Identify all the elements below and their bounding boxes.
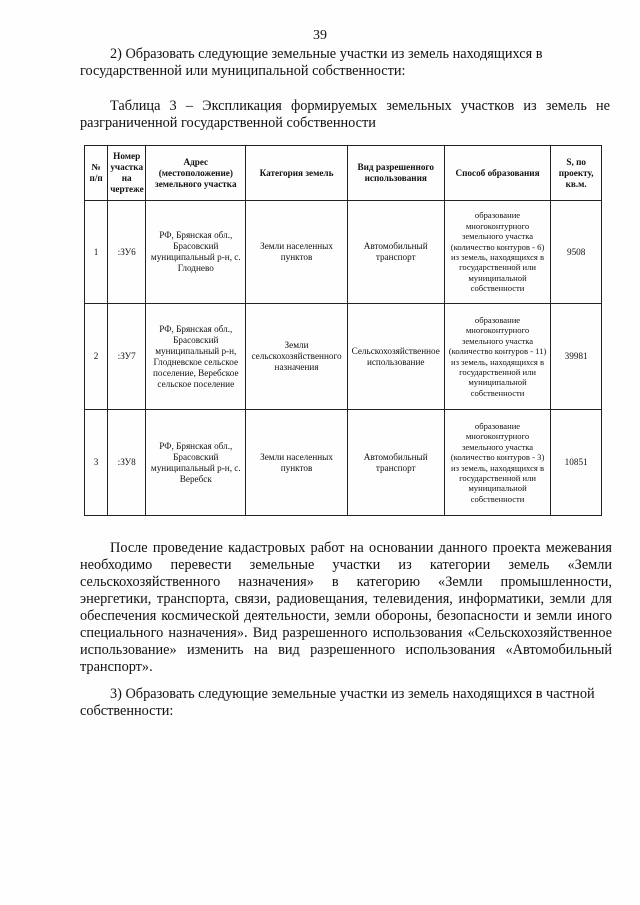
- header-use: Вид разрешенного использования: [347, 146, 444, 201]
- cell-use: Автомобильный транспорт: [347, 410, 444, 516]
- cell-area: 9508: [551, 201, 602, 304]
- cell-address: РФ, Брянская обл., Брасовский муниципальный р-н, с. Веребск: [146, 410, 246, 516]
- cell-address: РФ, Брянская обл., Брасовский муниципальный р-н, Глодневское сельское поселение, Веребское сельское поселение: [146, 304, 246, 410]
- section-intro: 2) Образовать следующие земельные участки из земель находящихся в государственной или муниципальной собственности:: [80, 46, 543, 79]
- cell-use: Автомобильный транспорт: [347, 201, 444, 304]
- cell-use: Сельскохозяйственное использование: [347, 304, 444, 410]
- cell-plot: :ЗУ8: [108, 410, 146, 516]
- table-header-row: [85, 146, 602, 201]
- header-address: Адрес (местоположение) земельного участка: [146, 146, 246, 201]
- next-section-intro: 3) Образовать следующие земельные участки из земель находящихся в частной собственности:: [80, 686, 595, 719]
- header-category: Категория земель: [246, 146, 347, 201]
- cell-category: Земли сельскохозяйственного назначения: [246, 304, 347, 410]
- cell-area: 10851: [551, 410, 602, 516]
- header-method: Способ образования: [444, 146, 551, 201]
- cell-method: образование многоконтурного земельного участка (количество контуров - 11) из земель, находящихся в государственной или муниципальной собственности: [444, 304, 551, 410]
- cell-num: 3: [85, 410, 108, 516]
- header-num: № п/п: [85, 146, 108, 201]
- table-caption: Таблица 3 – Экспликация формируемых земельных участков из земель не разграниченной государственной собственности: [80, 98, 610, 131]
- cell-method: образование многоконтурного земельного участка (количество контуров - 6) из земель, находящихся в государственной или муниципальной собственности: [444, 201, 551, 304]
- cell-num: 1: [85, 201, 108, 304]
- page-number: 39: [313, 28, 327, 43]
- header-area: S, по проекту, кв.м.: [551, 146, 602, 201]
- table-row: [85, 304, 602, 410]
- cell-area: 39981: [551, 304, 602, 410]
- cell-num: 2: [85, 304, 108, 410]
- table-row: [85, 410, 602, 516]
- cell-plot: :ЗУ6: [108, 201, 146, 304]
- cell-category: Земли населенных пунктов: [246, 410, 347, 516]
- explication-table: [84, 145, 602, 516]
- cell-category: Земли населенных пунктов: [246, 201, 347, 304]
- transfer-paragraph: После проведение кадастровых работ на основании данного проекта межевания необходимо перевести земельные участки из категории земель «Земли сельскохозяйственного назначения» в категорию «Земли промышленности, энергетики, транспорта, связи, радиовещания, телевидения, информатики, земли для обеспечения космической деятельности, земли обороны, безопасности и земли иного специального назначения». Вид разрешенного использования «Сельскохозяйственное использование» изменить на вид разрешенного использования «Автомобильный транспорт».: [80, 540, 612, 675]
- table-row: [85, 201, 602, 304]
- cell-method: образование многоконтурного земельного участка (количество контуров - 3) из земель, находящихся в государственной или муниципальной собственности: [444, 410, 551, 516]
- cell-plot: :ЗУ7: [108, 304, 146, 410]
- header-plot: Номер участка на чертеже: [108, 146, 146, 201]
- cell-address: РФ, Брянская обл., Брасовский муниципальный р-н, с. Глоднево: [146, 201, 246, 304]
